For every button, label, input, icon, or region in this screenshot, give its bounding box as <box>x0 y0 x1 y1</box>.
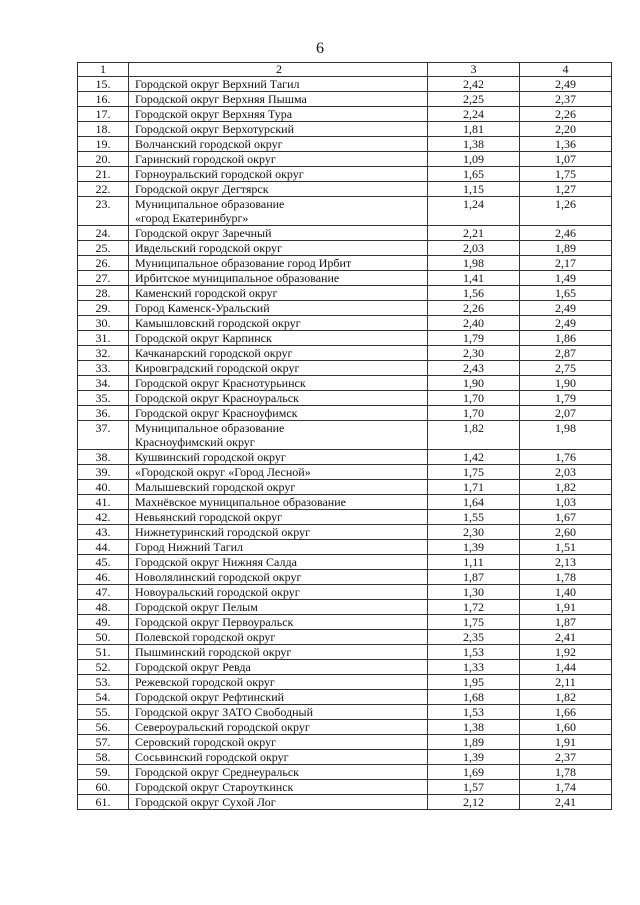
row-number: 44. <box>78 540 129 555</box>
municipality-name: Городской округ Верхний Тагил <box>129 77 428 92</box>
table-row <box>78 495 612 510</box>
value-col-3: 2,35 <box>428 630 520 645</box>
value-col-4: 1,90 <box>520 376 612 391</box>
value-col-4: 1,98 <box>520 421 612 450</box>
table-row <box>78 286 612 301</box>
value-col-4: 2,17 <box>520 256 612 271</box>
table-row <box>78 391 612 406</box>
row-number: 28. <box>78 286 129 301</box>
municipality-name: Каменский городской округ <box>129 286 428 301</box>
table-row <box>78 720 612 735</box>
municipality-name: Городской округ Первоуральск <box>129 615 428 630</box>
municipality-name: Кушвинский городской округ <box>129 450 428 465</box>
municipality-name: Городской округ Карпинск <box>129 331 428 346</box>
row-number: 34. <box>78 376 129 391</box>
value-col-3: 1,53 <box>428 645 520 660</box>
row-number: 37. <box>78 421 129 450</box>
municipality-name: Полевской городской округ <box>129 630 428 645</box>
row-number: 56. <box>78 720 129 735</box>
table-row <box>78 630 612 645</box>
value-col-4: 2,07 <box>520 406 612 421</box>
value-col-4: 2,41 <box>520 795 612 810</box>
table-row <box>78 137 612 152</box>
value-col-4: 2,26 <box>520 107 612 122</box>
value-col-3: 2,03 <box>428 241 520 256</box>
value-col-4: 1,76 <box>520 450 612 465</box>
municipality-name: Город Нижний Тагил <box>129 540 428 555</box>
municipality-name: Ирбитское муниципальное образование <box>129 271 428 286</box>
table-row <box>78 271 612 286</box>
municipality-name: Муниципальное образование город Ирбит <box>129 256 428 271</box>
value-col-3: 1,11 <box>428 555 520 570</box>
row-number: 45. <box>78 555 129 570</box>
table-row <box>78 182 612 197</box>
municipality-name: Ивдельский городской округ <box>129 241 428 256</box>
value-col-4: 1,91 <box>520 600 612 615</box>
municipality-name: Нижнетуринский городской округ <box>129 525 428 540</box>
table-row <box>78 316 612 331</box>
row-number: 53. <box>78 675 129 690</box>
municipality-name: Город Каменск-Уральский <box>129 301 428 316</box>
value-col-3: 1,98 <box>428 256 520 271</box>
table-row <box>78 421 612 450</box>
table-row <box>78 570 612 585</box>
value-col-3: 1,69 <box>428 765 520 780</box>
value-col-3: 1,30 <box>428 585 520 600</box>
table-row <box>78 92 612 107</box>
table-row <box>78 780 612 795</box>
value-col-3: 1,42 <box>428 450 520 465</box>
municipality-name: Городской округ Нижняя Салда <box>129 555 428 570</box>
value-col-3: 1,15 <box>428 182 520 197</box>
row-number: 16. <box>78 92 129 107</box>
table-row <box>78 690 612 705</box>
row-number: 33. <box>78 361 129 376</box>
municipality-name: Городской округ Верхняя Пышма <box>129 92 428 107</box>
value-col-4: 1,36 <box>520 137 612 152</box>
row-number: 43. <box>78 525 129 540</box>
row-number: 24. <box>78 226 129 241</box>
table-row <box>78 77 612 92</box>
value-col-3: 1,24 <box>428 197 520 226</box>
row-number: 60. <box>78 780 129 795</box>
value-col-3: 2,26 <box>428 301 520 316</box>
value-col-4: 1,66 <box>520 705 612 720</box>
value-col-3: 1,39 <box>428 540 520 555</box>
value-col-3: 1,72 <box>428 600 520 615</box>
value-col-4: 1,78 <box>520 765 612 780</box>
municipality-name: Городской округ Заречный <box>129 226 428 241</box>
municipality-name: Махнёвское муниципальное образование <box>129 495 428 510</box>
column-header-1: 1 <box>78 63 129 77</box>
table-row <box>78 480 612 495</box>
table-row <box>78 540 612 555</box>
value-col-3: 1,71 <box>428 480 520 495</box>
municipality-name: Городской округ Красноуфимск <box>129 406 428 421</box>
value-col-3: 2,43 <box>428 361 520 376</box>
row-number: 35. <box>78 391 129 406</box>
value-col-4: 1,03 <box>520 495 612 510</box>
value-col-3: 1,75 <box>428 465 520 480</box>
value-col-4: 1,79 <box>520 391 612 406</box>
table-row <box>78 107 612 122</box>
value-col-3: 1,70 <box>428 391 520 406</box>
municipality-name: Режевской городской округ <box>129 675 428 690</box>
page-number: 6 <box>316 40 324 57</box>
value-col-3: 1,81 <box>428 122 520 137</box>
row-number: 26. <box>78 256 129 271</box>
municipality-name: Городской округ ЗАТО Свободный <box>129 705 428 720</box>
value-col-4: 2,60 <box>520 525 612 540</box>
table-row <box>78 585 612 600</box>
municipality-name: Сосьвинский городской округ <box>129 750 428 765</box>
table-row <box>78 406 612 421</box>
row-number: 19. <box>78 137 129 152</box>
value-col-4: 2,41 <box>520 630 612 645</box>
value-col-3: 1,70 <box>428 406 520 421</box>
municipality-name: Малышевский городской округ <box>129 480 428 495</box>
row-number: 42. <box>78 510 129 525</box>
municipality-name: Серовский городской округ <box>129 735 428 750</box>
value-col-4: 2,46 <box>520 226 612 241</box>
value-col-3: 1,68 <box>428 690 520 705</box>
row-number: 15. <box>78 77 129 92</box>
row-number: 51. <box>78 645 129 660</box>
column-header-4: 4 <box>520 63 612 77</box>
value-col-4: 1,40 <box>520 585 612 600</box>
value-col-3: 2,42 <box>428 77 520 92</box>
value-col-4: 1,07 <box>520 152 612 167</box>
municipality-name: Невьянский городской округ <box>129 510 428 525</box>
municipality-name: Городской округ Дегтярск <box>129 182 428 197</box>
municipality-name: Новоуральский городской округ <box>129 585 428 600</box>
value-col-4: 2,49 <box>520 316 612 331</box>
municipality-name: Муниципальное образование «город Екатеринбург» <box>129 197 428 226</box>
row-number: 22. <box>78 182 129 197</box>
value-col-3: 2,25 <box>428 92 520 107</box>
table-row <box>78 555 612 570</box>
value-col-4: 1,26 <box>520 197 612 226</box>
value-col-4: 1,92 <box>520 645 612 660</box>
value-col-4: 1,91 <box>520 735 612 750</box>
table-row <box>78 510 612 525</box>
value-col-4: 2,87 <box>520 346 612 361</box>
table-row <box>78 152 612 167</box>
value-col-3: 2,30 <box>428 346 520 361</box>
value-col-3: 1,39 <box>428 750 520 765</box>
value-col-4: 2,75 <box>520 361 612 376</box>
row-number: 36. <box>78 406 129 421</box>
value-col-4: 1,75 <box>520 167 612 182</box>
municipality-name: Муниципальное образование Красноуфимский округ <box>129 421 428 450</box>
value-col-3: 1,79 <box>428 331 520 346</box>
table-row <box>78 256 612 271</box>
municipality-name: Городской округ Сухой Лог <box>129 795 428 810</box>
row-number: 57. <box>78 735 129 750</box>
municipality-name: Городской округ Краснотурьинск <box>129 376 428 391</box>
table-row <box>78 750 612 765</box>
value-col-4: 1,78 <box>520 570 612 585</box>
value-col-4: 1,87 <box>520 615 612 630</box>
row-number: 55. <box>78 705 129 720</box>
row-number: 40. <box>78 480 129 495</box>
value-col-4: 1,74 <box>520 780 612 795</box>
municipality-name: Новолялинский городской округ <box>129 570 428 585</box>
row-number: 32. <box>78 346 129 361</box>
value-col-3: 1,09 <box>428 152 520 167</box>
value-col-3: 1,65 <box>428 167 520 182</box>
value-col-4: 1,49 <box>520 271 612 286</box>
value-col-4: 2,37 <box>520 750 612 765</box>
table-row <box>78 615 612 630</box>
value-col-4: 1,27 <box>520 182 612 197</box>
table-row <box>78 226 612 241</box>
value-col-4: 1,86 <box>520 331 612 346</box>
table-row <box>78 735 612 750</box>
table-row <box>78 241 612 256</box>
value-col-4: 2,11 <box>520 675 612 690</box>
value-col-4: 2,20 <box>520 122 612 137</box>
row-number: 61. <box>78 795 129 810</box>
municipality-name: «Городской округ «Город Лесной» <box>129 465 428 480</box>
municipality-name: Пышминский городской округ <box>129 645 428 660</box>
value-col-3: 2,21 <box>428 226 520 241</box>
value-col-4: 1,65 <box>520 286 612 301</box>
row-number: 47. <box>78 585 129 600</box>
value-col-3: 1,38 <box>428 137 520 152</box>
column-header-2: 2 <box>129 63 428 77</box>
municipality-name: Североуральский городской округ <box>129 720 428 735</box>
row-number: 59. <box>78 765 129 780</box>
value-col-3: 2,40 <box>428 316 520 331</box>
table-row <box>78 465 612 480</box>
row-number: 29. <box>78 301 129 316</box>
municipality-name: Качканарский городской округ <box>129 346 428 361</box>
value-col-3: 1,75 <box>428 615 520 630</box>
row-number: 18. <box>78 122 129 137</box>
table-row <box>78 675 612 690</box>
table-row <box>78 122 612 137</box>
value-col-4: 2,49 <box>520 77 612 92</box>
municipality-name: Горноуральский городской округ <box>129 167 428 182</box>
row-number: 23. <box>78 197 129 226</box>
row-number: 17. <box>78 107 129 122</box>
value-col-4: 1,44 <box>520 660 612 675</box>
municipality-name: Городской округ Среднеуральск <box>129 765 428 780</box>
value-col-3: 2,24 <box>428 107 520 122</box>
row-number: 58. <box>78 750 129 765</box>
value-col-3: 1,87 <box>428 570 520 585</box>
table-row <box>78 645 612 660</box>
value-col-4: 2,49 <box>520 301 612 316</box>
table-row <box>78 346 612 361</box>
table-header-row <box>78 63 612 77</box>
value-col-4: 1,60 <box>520 720 612 735</box>
value-col-3: 1,57 <box>428 780 520 795</box>
value-col-4: 2,13 <box>520 555 612 570</box>
indicator-table <box>77 62 612 810</box>
table-row <box>78 167 612 182</box>
table-row <box>78 705 612 720</box>
table-row <box>78 765 612 780</box>
value-col-3: 1,95 <box>428 675 520 690</box>
row-number: 46. <box>78 570 129 585</box>
table-row <box>78 525 612 540</box>
table-row <box>78 660 612 675</box>
municipality-name: Городской округ Староуткинск <box>129 780 428 795</box>
value-col-3: 2,30 <box>428 525 520 540</box>
row-number: 30. <box>78 316 129 331</box>
value-col-3: 2,12 <box>428 795 520 810</box>
row-number: 27. <box>78 271 129 286</box>
table-row <box>78 331 612 346</box>
row-number: 21. <box>78 167 129 182</box>
value-col-3: 1,41 <box>428 271 520 286</box>
value-col-4: 1,82 <box>520 690 612 705</box>
row-number: 49. <box>78 615 129 630</box>
value-col-4: 1,89 <box>520 241 612 256</box>
table-row <box>78 795 612 810</box>
row-number: 39. <box>78 465 129 480</box>
municipality-name: Городской округ Ревда <box>129 660 428 675</box>
row-number: 31. <box>78 331 129 346</box>
value-col-3: 1,90 <box>428 376 520 391</box>
value-col-3: 1,53 <box>428 705 520 720</box>
row-number: 41. <box>78 495 129 510</box>
value-col-4: 1,67 <box>520 510 612 525</box>
row-number: 50. <box>78 630 129 645</box>
table-row <box>78 301 612 316</box>
municipality-name: Камышловский городской округ <box>129 316 428 331</box>
table-row <box>78 361 612 376</box>
municipality-name: Городской округ Верхотурский <box>129 122 428 137</box>
value-col-3: 1,56 <box>428 286 520 301</box>
row-number: 52. <box>78 660 129 675</box>
value-col-3: 1,55 <box>428 510 520 525</box>
table-row <box>78 376 612 391</box>
municipality-name: Волчанский городской округ <box>129 137 428 152</box>
municipality-name: Гаринский городской округ <box>129 152 428 167</box>
value-col-4: 2,37 <box>520 92 612 107</box>
value-col-3: 1,33 <box>428 660 520 675</box>
municipality-name: Городской округ Рефтинский <box>129 690 428 705</box>
value-col-4: 2,03 <box>520 465 612 480</box>
row-number: 54. <box>78 690 129 705</box>
row-number: 48. <box>78 600 129 615</box>
table-row <box>78 600 612 615</box>
value-col-3: 1,89 <box>428 735 520 750</box>
value-col-4: 1,82 <box>520 480 612 495</box>
municipality-name: Кировградский городской округ <box>129 361 428 376</box>
value-col-4: 1,51 <box>520 540 612 555</box>
municipality-name: Городской округ Верхняя Тура <box>129 107 428 122</box>
municipality-name: Городской округ Пелым <box>129 600 428 615</box>
table-row <box>78 197 612 226</box>
value-col-3: 1,38 <box>428 720 520 735</box>
column-header-3: 3 <box>428 63 520 77</box>
row-number: 38. <box>78 450 129 465</box>
table-row <box>78 450 612 465</box>
row-number: 20. <box>78 152 129 167</box>
municipality-name: Городской округ Красноуральск <box>129 391 428 406</box>
value-col-3: 1,82 <box>428 421 520 450</box>
row-number: 25. <box>78 241 129 256</box>
value-col-3: 1,64 <box>428 495 520 510</box>
